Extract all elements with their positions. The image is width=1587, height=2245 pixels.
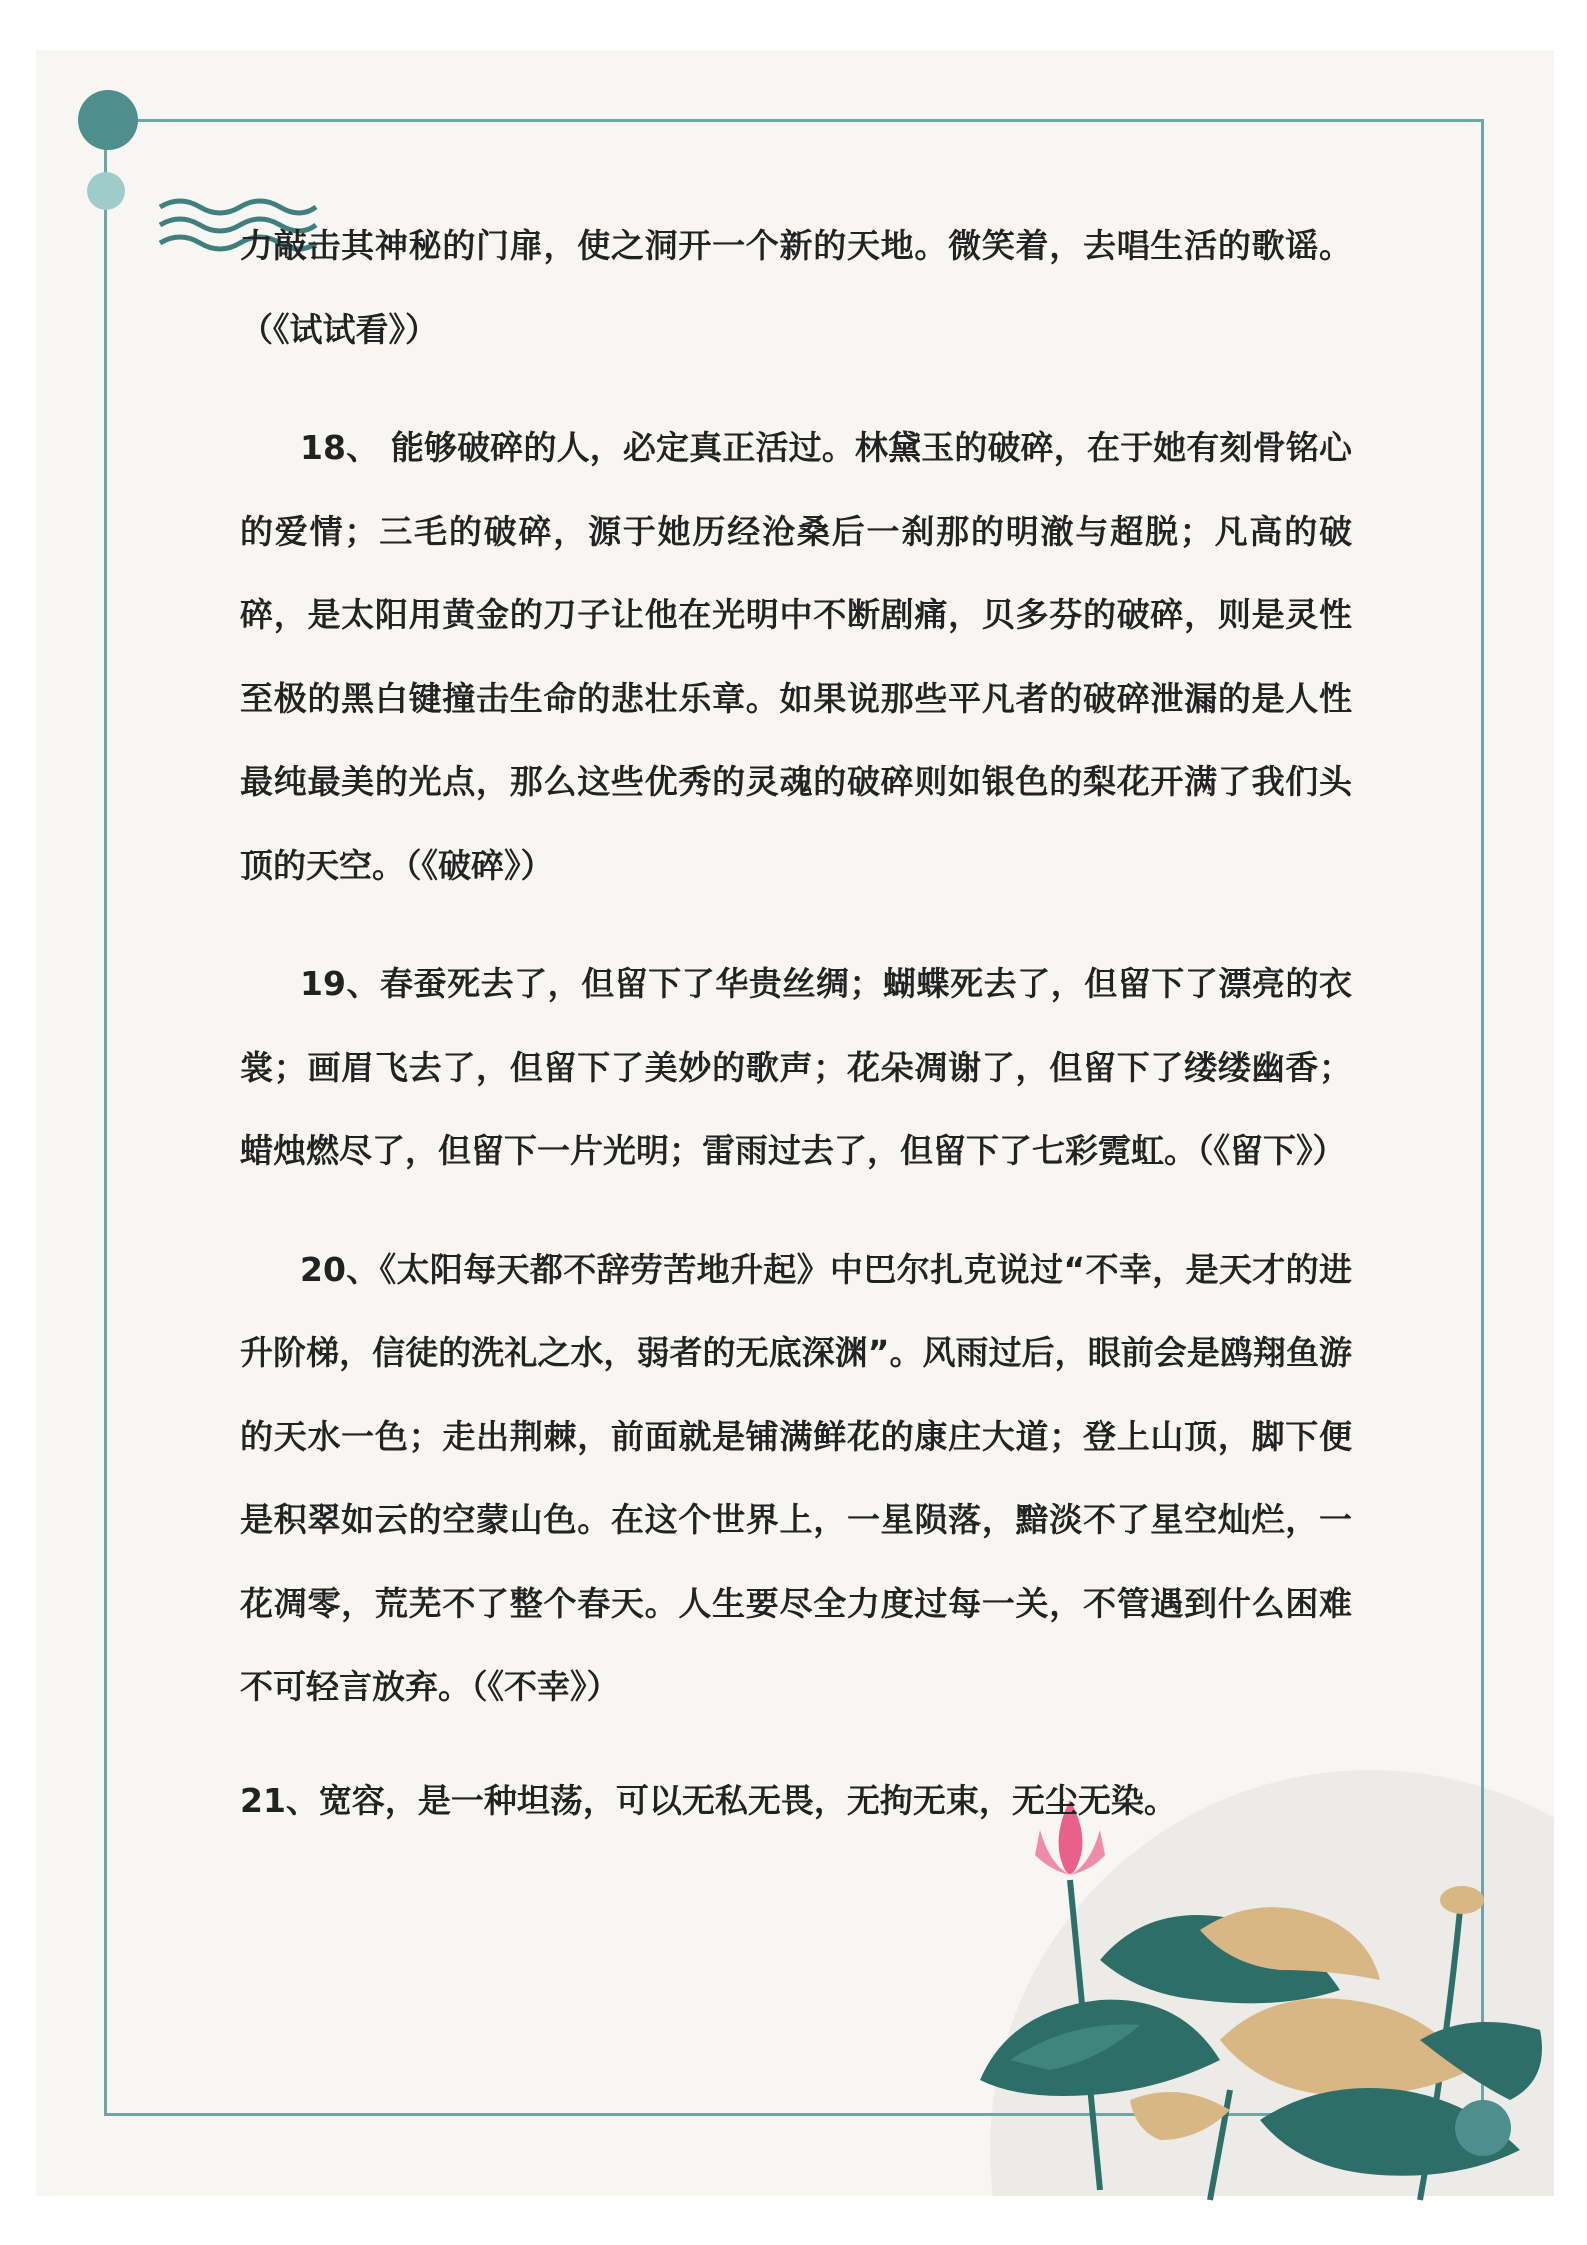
paragraph-19: 19、春蚕死去了，但留下了华贵丝绸；蝴蝶死去了，但留下了漂亮的衣裳；画眉飞去了，但留下了美妙的歌声；花朵凋谢了，但留下了缕缕幽香；蜡烛燃尽了，但留下一片光明；雷雨过去了，但留下了七彩霓虹。（《留下》） [240,964,1352,1170]
document-body [240,204,1352,1842]
decorative-dot-small [87,172,125,210]
paragraph-20: 20、《太阳每天都不辞劳苦地升起》中巴尔扎克说过“不幸，是天才的进升阶梯，信徒的洗礼之水，弱者的无底深渊”。风雨过后，眼前会是鸥翔鱼游的天水一色；走出荆棘，前面就是铺满鲜花的康庄大道；登上山顶，脚下便是积翠如云的空蒙山色。在这个世界上，一星陨落，黯淡不了星空灿烂，一花凋零，荒芜不了整个春天。人生要尽全力度过每一关，不管遇到什么困难不可轻言放弃。（《不幸》） [240,1249,1352,1706]
paragraph-18: 18、 能够破碎的人，必定真正活过。林黛玉的破碎，在于她有刻骨铭心的爱情；三毛的破碎，源于她历经沧桑后一刹那的明澈与超脱；凡高的破碎，是太阳用黄金的刀子让他在光明中不断剧痛，贝多芬的破碎，则是灵性至极的黑白键撞击生命的悲壮乐章。如果说那些平凡者的破碎泄漏的是人性最纯最美的光点，那么这些优秀的灵魂的破碎则如银色的梨花开满了我们头顶的天空。（《破碎》） [240,428,1352,885]
paragraph-continued: 力敲击其神秘的门扉，使之洞开一个新的天地。微笑着，去唱生活的歌谣。（《试试看》） [240,226,1352,349]
decorative-dot-corner [1455,2100,1511,2156]
paragraph-21: 21、宽容，是一种坦荡，可以无私无畏，无拘无束，无尘无染。 [240,1780,1177,1820]
decorative-dot-large [78,90,138,150]
